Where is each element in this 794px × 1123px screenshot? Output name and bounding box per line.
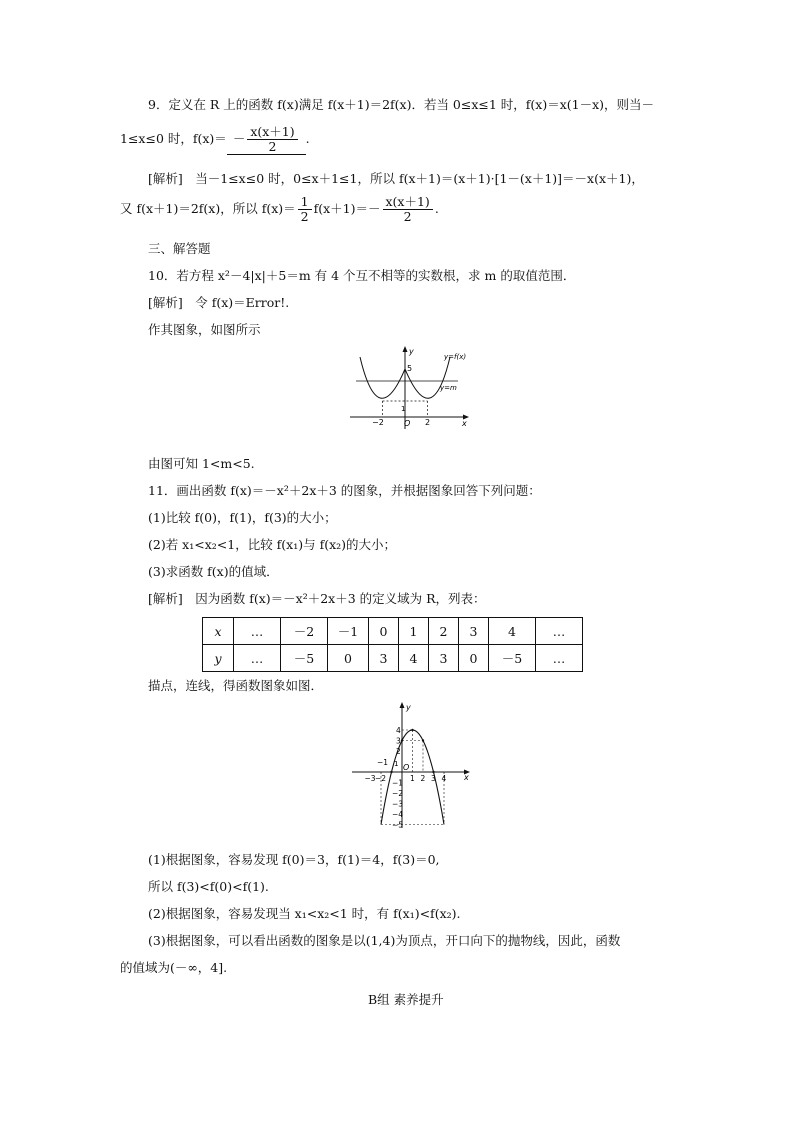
table-cell: y bbox=[203, 645, 234, 672]
table-cell: 4 bbox=[399, 645, 429, 672]
q9-answer-denominator: 2 bbox=[268, 139, 277, 154]
table-cell: … bbox=[234, 645, 281, 672]
q10-label-one: 1 bbox=[401, 405, 406, 413]
q10-label-five: 5 bbox=[407, 364, 413, 373]
tick-label: −1 bbox=[392, 778, 404, 788]
q10-label-y: y bbox=[409, 347, 414, 356]
table-cell: －5 bbox=[281, 645, 328, 672]
q10-curve-left bbox=[360, 357, 405, 398]
table-cell: … bbox=[536, 645, 583, 672]
q11-plot-note: 描点，连线，得函数图象如图． bbox=[148, 678, 324, 693]
q10-y-arrow bbox=[403, 346, 408, 352]
q9-half-numerator: 1 bbox=[298, 195, 312, 210]
table-cell: 2 bbox=[429, 618, 459, 645]
tick-label: −2 bbox=[392, 789, 404, 798]
table-cell: 1 bbox=[399, 618, 429, 645]
table-cell: 3 bbox=[429, 645, 459, 672]
q11-graph bbox=[350, 700, 480, 830]
tick-label: 4 bbox=[396, 726, 401, 735]
data-point bbox=[401, 739, 403, 741]
table-cell: 0 bbox=[369, 618, 399, 645]
tick-label: 2 bbox=[396, 747, 401, 756]
table-cell: －5 bbox=[489, 645, 536, 672]
q11-y-arrow bbox=[400, 702, 405, 708]
tick-label: 3 bbox=[396, 736, 401, 746]
tick-label: 4 bbox=[441, 774, 447, 783]
table-cell: 4 bbox=[489, 618, 536, 645]
q11-answer1: (1)根据图象，容易发现 f(0)＝3，f(1)＝4，f(3)＝0, bbox=[148, 852, 440, 867]
q11-part3: (3)求函数 f(x)的值域． bbox=[148, 564, 279, 579]
tick-label: −5 bbox=[392, 820, 404, 830]
q9-answer-numerator: x(x＋1) bbox=[247, 125, 297, 140]
q9-stem-prefix: 1≤x≤0 时，f(x)＝ bbox=[120, 131, 227, 146]
q11-analysis: [解析] 因为函数 f(x)＝－x²＋2x＋3 的定义域为 R，列表： bbox=[148, 591, 486, 606]
table-cell: … bbox=[234, 618, 281, 645]
table-cell: … bbox=[536, 618, 583, 645]
q10-analysis: [解析] 令 f(x)＝Error!. bbox=[148, 295, 290, 310]
tick-label: 3 bbox=[431, 774, 436, 783]
q11-label-one-y: 1 bbox=[394, 760, 399, 768]
table-cell: 0 bbox=[328, 645, 369, 672]
q11-label-x: x bbox=[464, 773, 469, 782]
q10-label-fx: y=f(x) bbox=[444, 353, 467, 361]
q11-answer1-conclusion: 所以 f(3)<f(0)<f(1). bbox=[148, 879, 269, 894]
q11-label-negone: −1 bbox=[377, 758, 389, 767]
table-cell: －1 bbox=[328, 618, 369, 645]
q9-answer-sign: － bbox=[232, 131, 246, 146]
q9-analysis-line2 bbox=[120, 194, 439, 224]
q9-half-denominator: 2 bbox=[300, 209, 309, 224]
q10-draw-note: 作其图象，如图所示 bbox=[148, 322, 261, 337]
q10-conclusion: 由图可知 1<m<5. bbox=[148, 456, 255, 471]
table-cell: 3 bbox=[459, 618, 489, 645]
q9-result-denominator: 2 bbox=[403, 209, 412, 224]
q10-label-x: x bbox=[462, 419, 467, 428]
q11-stem: 11．画出函数 f(x)＝－x²＋2x＋3 的图象，并根据图象回答下列问题： bbox=[148, 483, 541, 498]
data-point bbox=[432, 771, 434, 773]
data-point bbox=[422, 739, 424, 741]
q9-result-numerator: x(x＋1) bbox=[383, 195, 433, 210]
q11-label-y: y bbox=[406, 703, 411, 712]
q10-label-neg2: −2 bbox=[372, 418, 384, 427]
q11-part2: (2)若 x₁<x₂<1，比较 f(x₁)与 f(x₂)的大小； bbox=[148, 537, 397, 552]
q10-label-pos2: 2 bbox=[425, 418, 431, 427]
data-point bbox=[390, 771, 392, 773]
tick-label: 2 bbox=[420, 774, 426, 783]
q10-graph bbox=[348, 343, 474, 431]
tick-label: −3 bbox=[392, 799, 404, 809]
q11-label-origin: O bbox=[403, 763, 410, 772]
q11-answer3-end: 的值域为(－∞，4]. bbox=[120, 960, 228, 975]
q9-analysis-end: . bbox=[434, 201, 439, 216]
tick-label: −4 bbox=[392, 810, 404, 819]
q9-analysis-mid: f(x＋1)＝－ bbox=[313, 201, 381, 216]
data-point bbox=[411, 729, 413, 731]
q10-label-origin: O bbox=[404, 419, 411, 428]
q10-stem: 10．若方程 x²－4|x|＋5＝m 有 4 个互不相等的实数根，求 m 的取值范围． bbox=[148, 268, 576, 283]
table-cell: 0 bbox=[459, 645, 489, 672]
section-footer: B组 素养提升 bbox=[368, 992, 444, 1007]
q9-half-fraction bbox=[298, 195, 312, 224]
table-row bbox=[203, 618, 583, 645]
tick-label: −2 bbox=[375, 774, 387, 783]
table-cell: x bbox=[203, 618, 234, 645]
q9-stem-line1: 9．定义在 R 上的函数 f(x)满足 f(x＋1)＝2f(x)．若当 0≤x≤1 时，f(x)＝x(1－x)，则当－ bbox=[148, 97, 655, 112]
section-heading: 三、解答题 bbox=[148, 241, 211, 256]
q9-stem-line2: 1≤x≤0 时，f(x)＝ － $\frac{x(x+1)}{2}$ . bbox=[120, 124, 310, 154]
table-cell: 3 bbox=[369, 645, 399, 672]
q10-label-m: y=m bbox=[440, 384, 457, 392]
table-cell: －2 bbox=[281, 618, 328, 645]
q11-ticklabels bbox=[365, 726, 447, 830]
q11-part1: (1)比较 f(0)，f(1)，f(3)的大小； bbox=[148, 510, 337, 525]
q9-answer-blank bbox=[227, 124, 306, 155]
q11-answer3: (3)根据图象，可以看出函数的图象是以(1,4)为顶点，开口向下的抛物线，因此，函数 bbox=[148, 933, 621, 948]
q11-answer2: (2)根据图象，容易发现当 x₁<x₂<1 时，有 f(x₁)<f(x₂). bbox=[148, 906, 461, 921]
q9-analysis-line1: [解析] 当－1≤x≤0 时，0≤x＋1≤1，所以 f(x＋1)＝(x＋1)·[1－(x＋1)]＝－x(x＋1)， bbox=[148, 171, 644, 186]
tick-label: −3 bbox=[364, 774, 376, 783]
q9-analysis-prefix: 又 f(x＋1)＝2f(x)，所以 f(x)＝ bbox=[120, 201, 296, 216]
table-row bbox=[203, 645, 583, 672]
value-table bbox=[202, 617, 583, 672]
q9-answer-fraction bbox=[247, 125, 297, 154]
q9-result-fraction bbox=[383, 195, 433, 224]
tick-label: 1 bbox=[410, 774, 415, 783]
